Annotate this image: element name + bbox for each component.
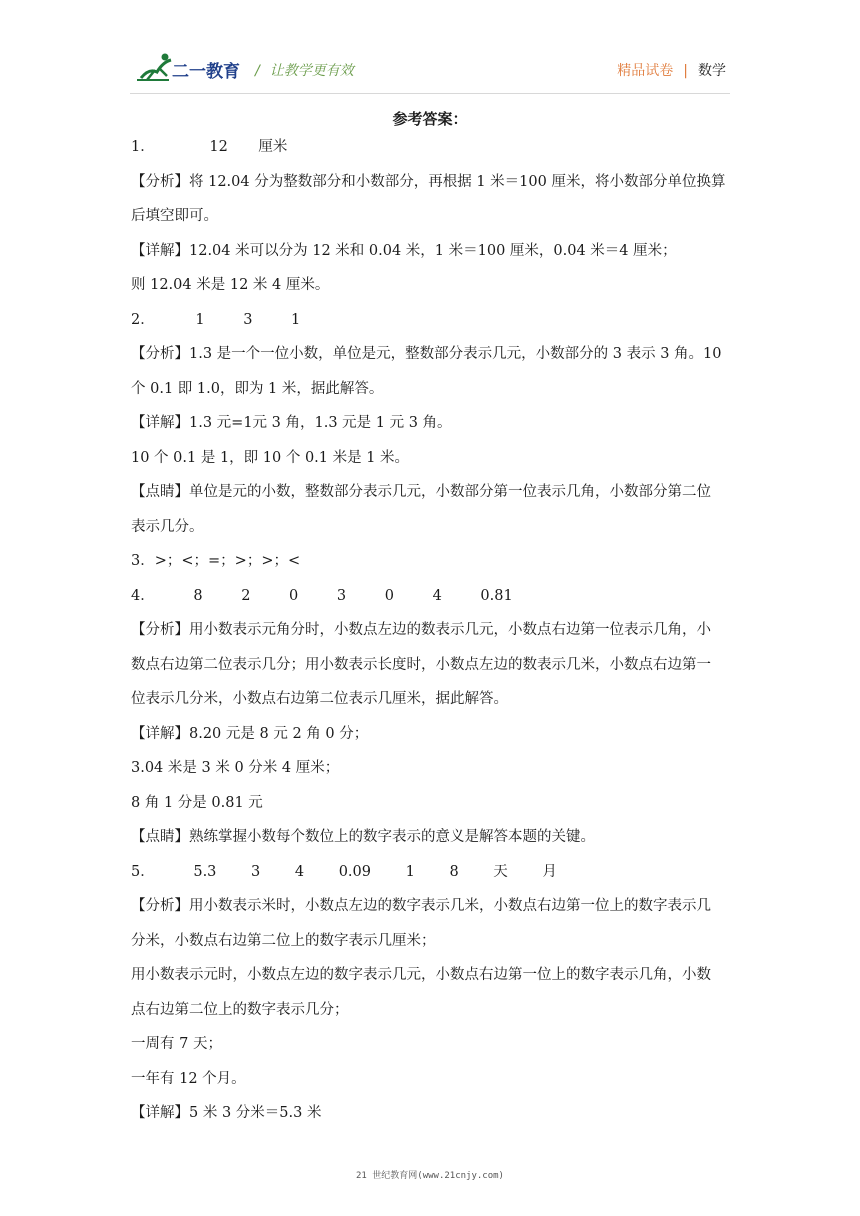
q4-analysis-line-2: 数点右边第二位表示几分；用小数表示长度时，小数点左边的数表示几米，小数点右边第一 xyxy=(131,656,711,673)
q5-analysis-line-2: 分米，小数点右边第二位上的数字表示几厘米； xyxy=(131,932,436,949)
page-title: 参考答案： xyxy=(392,110,468,128)
q2-point-line-1: 【点睛】单位是元的小数，整数部分表示几元，小数部分第一位表示几角，小数部分第二位 xyxy=(131,484,711,500)
q5-analysis-line-5: 一周有 7 天； xyxy=(131,1036,222,1052)
header-slogan: / 让教学更有效 xyxy=(255,63,354,79)
header-right xyxy=(617,60,726,80)
q5-answer-7: 天 xyxy=(493,863,508,880)
q1-answer-line xyxy=(131,130,731,165)
q2-point-line-2: 表示几分。 xyxy=(131,518,204,535)
q4-answer-5: 0 xyxy=(384,587,394,604)
slogan-text: 让教学更有效 xyxy=(269,63,354,79)
q5-analysis-line-3: 用小数表示元时，小数点左边的数字表示几元，小数点右边第一位上的数字表示几角，小数 xyxy=(131,967,711,983)
header-separator: | xyxy=(683,63,688,79)
q1-analysis-line-1: 【分析】将 12.04 分为整数部分和小数部分，再根据 1 米＝100 厘米，将小数部分单位换算 xyxy=(131,173,726,190)
q4-detail-line-1: 【详解】8.20 元是 8 元 2 角 0 分； xyxy=(131,725,369,742)
q5-analysis-line-4: 点右边第二位上的数字表示几分； xyxy=(131,1001,349,1018)
q4-number: 4． xyxy=(131,587,155,604)
subject-label: 数学 xyxy=(698,63,726,79)
brand-label: 精品试卷 xyxy=(617,63,674,79)
q4-detail-line-3: 8 角 1 分是 0.81 元 xyxy=(131,794,263,811)
q4-answer-6: 4 xyxy=(432,587,442,604)
q5-answer-4: 0.09 xyxy=(338,863,371,880)
q2-answer-3: 1 xyxy=(291,311,301,328)
q5-answer-2: 3 xyxy=(251,863,261,880)
q2-analysis-line-1: 【分析】1.3 是一个一位小数，单位是元，整数部分表示几元，小数部分的 3 表示 3 角。10 xyxy=(131,346,722,362)
page-footer: 21 世纪教育网(www.21cnjy.com) xyxy=(356,1171,504,1181)
q2-analysis-line-2: 个 0.1 即 1.0，即为 1 米，据此解答。 xyxy=(131,380,384,397)
q4-analysis-line-1: 【分析】用小数表示元角分时，小数点左边的数表示几元，小数点右边第一位表示几角，小 xyxy=(131,622,711,638)
q1-analysis-line-2: 后填空即可。 xyxy=(131,208,218,224)
q4-answer-4: 3 xyxy=(336,587,347,604)
answer-content xyxy=(131,130,731,1131)
q4-answer-2: 2 xyxy=(241,587,251,604)
q5-detail-line-1: 【详解】5 米 3 分米＝5.3 米 xyxy=(131,1105,322,1121)
q4-answer-3: 0 xyxy=(289,587,299,604)
q4-answer-line xyxy=(131,579,731,614)
q4-detail-line-2: 3.04 米是 3 米 0 分米 4 厘米； xyxy=(131,760,340,776)
q5-answer-6: 8 xyxy=(449,863,459,880)
q1-answer-2: 厘米 xyxy=(258,139,288,155)
logo-text: 二一教育 xyxy=(172,62,240,82)
q1-answer-1: 12 xyxy=(209,139,228,155)
q5-number: 5． xyxy=(131,863,155,880)
header-divider xyxy=(130,93,730,94)
q5-answer-3: 4 xyxy=(294,863,305,880)
q2-answer-1: 1 xyxy=(195,311,205,328)
q5-answer-8: 月 xyxy=(542,863,557,880)
q4-answer-1: 8 xyxy=(193,587,203,604)
page-header xyxy=(0,0,860,100)
q3-answer-line: 3．>；<；=；>；>；< xyxy=(131,553,301,569)
q1-detail-line-1: 【详解】12.04 米可以分为 12 米和 0.04 米，1 米＝100 厘米，0.04 米＝4 厘米； xyxy=(131,242,677,259)
q5-answer-5: 1 xyxy=(405,863,415,880)
q2-number: 2． xyxy=(131,311,155,328)
q1-number: 1． xyxy=(131,139,155,155)
q2-answer-2: 3 xyxy=(243,311,253,328)
q2-answer-line xyxy=(131,303,731,338)
q4-analysis-line-3: 位表示几分米，小数点右边第二位表示几厘米，据此解答。 xyxy=(131,691,508,707)
q5-analysis-line-6: 一年有 12 个月。 xyxy=(131,1070,246,1087)
q4-answer-7: 0.81 xyxy=(480,587,513,604)
q2-detail-line-1: 【详解】1.3 元=1元 3 角，1.3 元是 1 元 3 角。 xyxy=(131,415,452,431)
q5-analysis-line-1: 【分析】用小数表示米时，小数点左边的数字表示几米，小数点右边第一位上的数字表示几 xyxy=(131,898,711,914)
q2-detail-line-2: 10 个 0.1 是 1，即 10 个 0.1 米是 1 米。 xyxy=(131,449,410,466)
q4-point-line-1: 【点睛】熟练掌握小数每个数位上的数字表示的意义是解答本题的关键。 xyxy=(131,829,595,845)
q1-detail-line-2: 则 12.04 米是 12 米 4 厘米。 xyxy=(131,277,330,293)
q5-answer-1: 5.3 xyxy=(193,863,217,880)
q5-answer-line xyxy=(131,855,731,890)
